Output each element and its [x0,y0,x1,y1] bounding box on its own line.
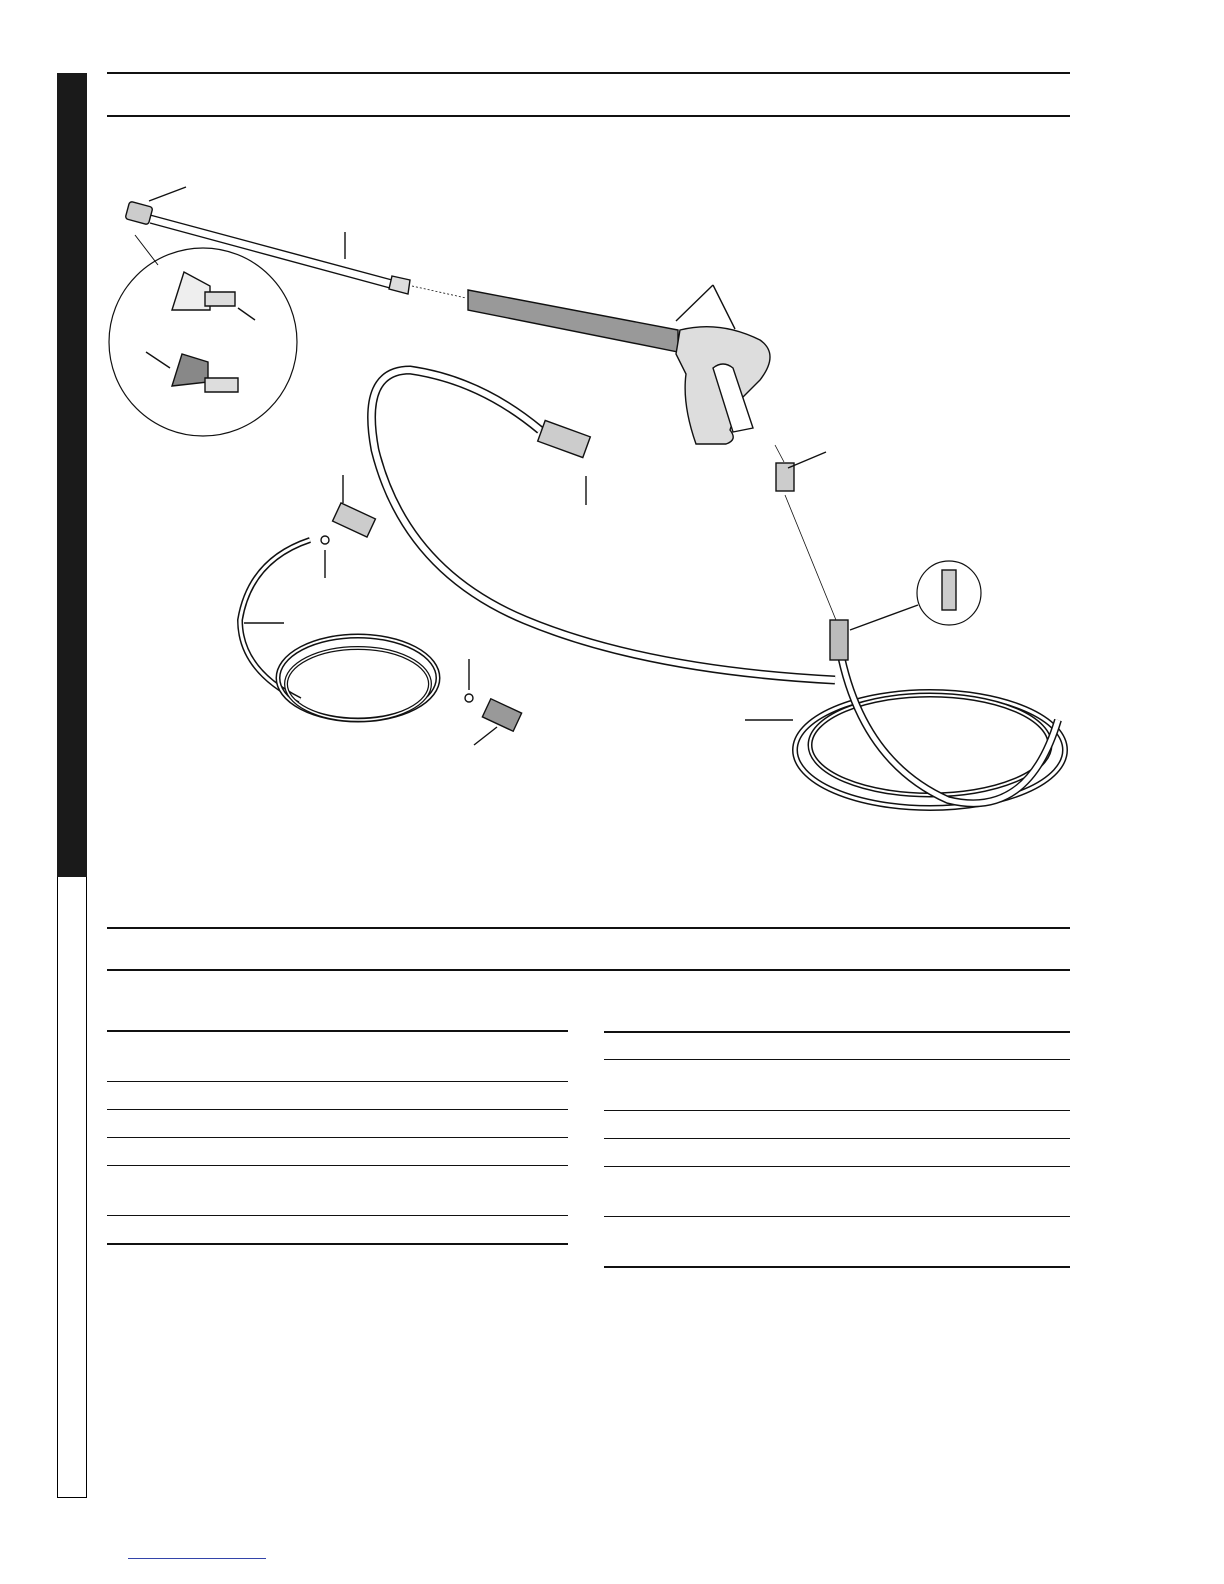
spray-wand [125,187,410,294]
nozzle-detail [109,235,297,436]
table-rule-bottom [107,969,1070,971]
quick-connect-plug [775,445,838,625]
chemical-hose [240,540,438,720]
spray-gun [412,285,770,444]
section-tab-outline [57,877,87,1498]
table-rule-top [107,927,1070,929]
footer-link-underline[interactable] [128,1558,266,1559]
chemical-filter [465,659,522,745]
injector-fitting [321,475,375,578]
